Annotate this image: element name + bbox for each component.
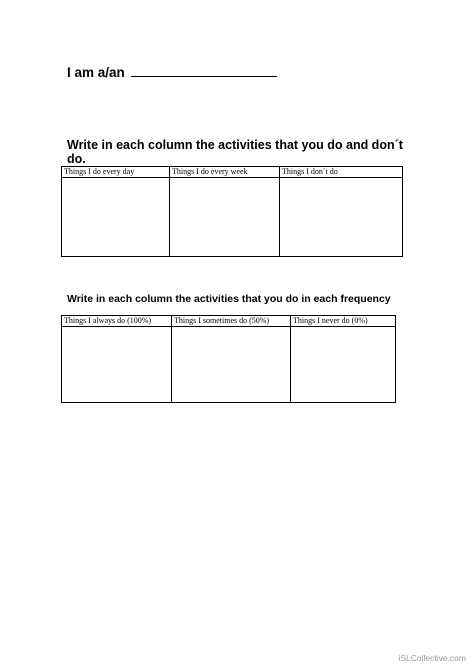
column-header: Things I don´t do (280, 167, 403, 178)
answer-cell (62, 178, 170, 257)
table-row (62, 327, 396, 403)
answer-cell (291, 327, 396, 403)
table-header-row (62, 167, 403, 178)
answer-cell (280, 178, 403, 257)
column-header: Things I sometimes do (50%) (172, 316, 291, 327)
name-prompt (67, 64, 277, 80)
table-header-row (62, 316, 396, 327)
section1-instruction: Write in each column the activities that you do and don´t do. (67, 138, 403, 166)
section2-instruction: Write in each column the activities that you do in each frequency (67, 293, 391, 305)
column-header: Things I always do (100%) (62, 316, 172, 327)
column-header: Things I never do (0%) (291, 316, 396, 327)
name-prompt-label: I am a/an (67, 65, 125, 80)
column-header: Things I do every day (62, 167, 170, 178)
activities-table (61, 166, 403, 257)
answer-cell (62, 327, 172, 403)
answer-cell (172, 327, 291, 403)
table-row (62, 178, 403, 257)
name-blank-line (131, 64, 277, 77)
answer-cell (170, 178, 280, 257)
frequency-table (61, 315, 396, 403)
column-header: Things I do every week (170, 167, 280, 178)
site-watermark: iSLCollective.com (398, 653, 466, 663)
